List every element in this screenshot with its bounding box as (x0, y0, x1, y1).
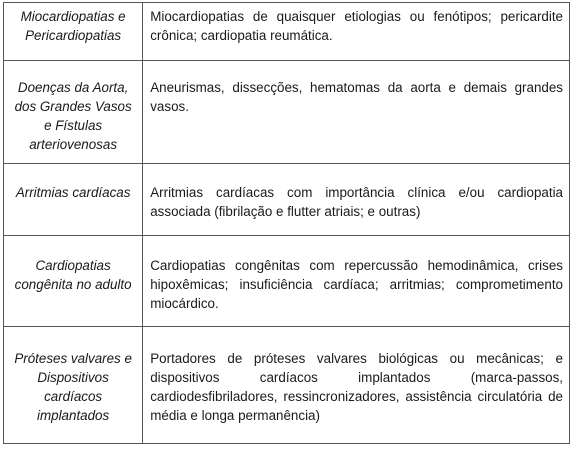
description-cell: Miocardiopatias de quaisquer etiologias ou fenótipos; pericardite crônica; cardiopatia reumática. (143, 3, 570, 61)
category-cell: Doenças da Aorta, dos Grandes Vasos e Fístulas arteriovenosas (4, 61, 143, 164)
table-row (4, 164, 570, 236)
table-row (4, 61, 570, 164)
table-row (4, 3, 570, 61)
category-cell: Cardiopatias congênita no adulto (4, 236, 143, 327)
category-cell: Próteses valvares e Dispositivos cardíacos implantados (4, 327, 143, 444)
conditions-table (3, 2, 570, 444)
category-cell: Arritmias cardíacas (4, 164, 143, 236)
description-cell: Aneurismas, dissecções, hematomas da aorta e demais grandes vasos. (143, 61, 570, 164)
description-cell: Portadores de próteses valvares biológicas ou mecânicas; e dispositivos cardíacos implantados (marca-passos, cardiodesfibriladores, ressincronizadores, assistência circulatória de média e longa permanência) (143, 327, 570, 444)
table-row (4, 327, 570, 444)
description-cell: Arritmias cardíacas com importância clínica e/ou cardiopatia associada (fibrilação e flutter atriais; e outras) (143, 164, 570, 236)
category-cell: Miocardiopatias e Pericardiopatias (4, 3, 143, 61)
table-row (4, 236, 570, 327)
description-cell: Cardiopatias congênitas com repercussão hemodinâmica, crises hipoxêmicas; insuficiência cardíaca; arritmias; comprometimento miocárdico. (143, 236, 570, 327)
